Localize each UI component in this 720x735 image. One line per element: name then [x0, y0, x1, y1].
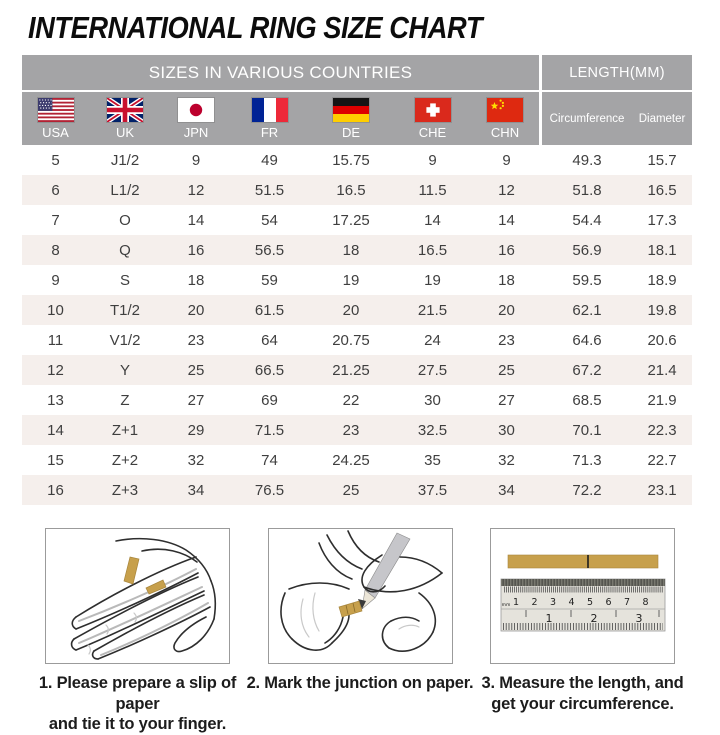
- svg-text:7: 7: [623, 597, 631, 608]
- flag-japan-icon: [178, 98, 214, 122]
- table-cell: 64.6: [572, 331, 602, 349]
- table-cell: 16: [187, 241, 205, 259]
- svg-text:1: 1: [545, 612, 553, 625]
- table-cell: 20.75: [332, 331, 370, 349]
- table-cell: 18: [342, 241, 360, 259]
- table-cell: 27.5: [417, 361, 448, 379]
- column-label-usa: USA: [42, 124, 69, 140]
- table-cell: 7: [51, 211, 60, 229]
- page-title: INTERNATIONAL RING SIZE CHART: [28, 10, 483, 45]
- mark-junction-icon: [269, 529, 452, 663]
- table-cell: 21.9: [647, 391, 677, 409]
- flag-china-icon: [487, 98, 523, 122]
- table-cell: 17.25: [332, 211, 370, 229]
- table-cell: 15.75: [332, 151, 370, 169]
- table-row: [22, 385, 692, 415]
- table-cell: 32: [498, 451, 515, 469]
- ring-size-table: [22, 55, 692, 505]
- table-cell: 21.5: [417, 301, 448, 319]
- table-cell: 10: [47, 301, 64, 319]
- instruction-caption-3: 3. Measure the length, and get your circumference.: [481, 674, 684, 713]
- column-header-circumference: Circumference: [542, 92, 632, 145]
- table-cell: 49: [261, 151, 278, 169]
- table-cell: 27: [187, 391, 205, 409]
- svg-text:4: 4: [568, 597, 575, 608]
- table-cell: L1/2: [110, 181, 140, 199]
- table-cell: V1/2: [109, 331, 141, 349]
- table-cell: 32: [187, 451, 205, 469]
- table-cell: 16.5: [647, 181, 677, 199]
- table-cell: 62.1: [572, 301, 602, 319]
- column-label-jpn: JPN: [183, 124, 209, 140]
- instruction-step-3: [481, 528, 684, 735]
- table-cell: 35: [424, 451, 441, 469]
- table-cell: 24.25: [332, 451, 370, 469]
- table-cell: 30: [424, 391, 441, 409]
- table-cell: 16: [47, 481, 64, 499]
- svg-text:2: 2: [590, 612, 598, 625]
- table-cell: 20: [342, 301, 360, 319]
- table-cell: 19.8: [647, 301, 677, 319]
- table-cell: 61.5: [254, 301, 285, 319]
- instruction-step-1: [38, 528, 237, 735]
- table-cell: 71.5: [254, 421, 285, 439]
- page: [0, 10, 720, 734]
- column-header-chn: [471, 92, 542, 145]
- table-row: [22, 355, 692, 385]
- column-label-che: CHE: [418, 124, 447, 140]
- table-row: [22, 295, 692, 325]
- table-cell: 66.5: [254, 361, 285, 379]
- table-cell: 8: [51, 241, 60, 259]
- table-cell: 23: [498, 331, 515, 349]
- table-cell: 20: [498, 301, 515, 319]
- ruler-measuring-icon: [491, 529, 674, 663]
- column-header-fr: [231, 92, 308, 145]
- svg-text:1: 1: [512, 597, 520, 608]
- table-cell: 37.5: [417, 481, 448, 499]
- header-sizes-in-various-countries: SIZES IN VARIOUS COUNTRIES: [22, 55, 542, 92]
- table-cell: J1/2: [110, 151, 140, 169]
- svg-text:6: 6: [605, 597, 612, 608]
- table-cell: 14: [498, 211, 515, 229]
- table-cell: 51.8: [572, 181, 602, 199]
- table-cell: 20.6: [647, 331, 677, 349]
- table-cell: 74: [261, 451, 278, 469]
- table-cell: 25: [342, 481, 360, 499]
- table-cell: 59.5: [572, 271, 602, 289]
- table-cell: Q: [119, 241, 131, 259]
- column-header-uk: [89, 92, 161, 145]
- table-cell: 14: [47, 421, 64, 439]
- table-cell: 29: [187, 421, 205, 439]
- column-header-jpn: [161, 92, 231, 145]
- svg-text:2: 2: [531, 597, 538, 608]
- mark-junction-illustration: [268, 528, 453, 664]
- table-cell: 12: [187, 181, 205, 199]
- table-cell: 11: [47, 331, 64, 349]
- table-cell: T1/2: [109, 301, 140, 319]
- table-cell: 25: [498, 361, 515, 379]
- table-cell: 72.2: [572, 481, 602, 499]
- table-cell: Z+3: [111, 481, 139, 499]
- table-row: [22, 475, 692, 505]
- table-cell: 27: [498, 391, 515, 409]
- flag-usa-icon: [38, 98, 74, 122]
- table-cell: 34: [498, 481, 515, 499]
- table-cell: 15: [47, 451, 64, 469]
- table-cell: 9: [502, 151, 511, 169]
- table-cell: 14: [424, 211, 441, 229]
- column-label-uk: UK: [115, 124, 135, 140]
- table-cell: O: [119, 211, 131, 229]
- ruler-measuring-illustration: [490, 528, 675, 664]
- table-cell: 22.3: [647, 421, 677, 439]
- table-row: [22, 325, 692, 355]
- table-row: [22, 175, 692, 205]
- table-cell: 19: [342, 271, 360, 289]
- table-cell: 18: [187, 271, 205, 289]
- table-cell: 25: [187, 361, 205, 379]
- table-cell: 22: [342, 391, 360, 409]
- table-cell: 12: [498, 181, 515, 199]
- table-cell: 6: [51, 181, 60, 199]
- flag-france-icon: [252, 98, 288, 122]
- table-cell: 54.4: [572, 211, 602, 229]
- hand-with-paper-strip-icon: [46, 529, 229, 663]
- table-cell: 13: [47, 391, 64, 409]
- table-cell: 51.5: [254, 181, 285, 199]
- instruction-caption-2: 2. Mark the junction on paper.: [246, 674, 474, 692]
- instruction-step-2: [246, 528, 474, 735]
- table-cell: 16: [498, 241, 515, 259]
- table-cell: 16.5: [336, 181, 366, 199]
- table-cell: 15.7: [647, 151, 677, 169]
- table-cell: 59: [261, 271, 278, 289]
- svg-text:8: 8: [642, 597, 649, 608]
- hand-with-paper-strip-illustration: [45, 528, 230, 664]
- svg-text:mm: mm: [501, 603, 511, 608]
- header-length-mm: LENGTH(MM): [542, 55, 692, 92]
- table-cell: 56.9: [572, 241, 602, 259]
- svg-text:3: 3: [549, 597, 557, 608]
- table-cell: 23.1: [647, 481, 677, 499]
- table-cell: 5: [51, 151, 60, 169]
- table-cell: Y: [119, 361, 130, 379]
- table-cell: 23: [342, 421, 360, 439]
- table-cell: 21.25: [332, 361, 370, 379]
- table-cell: 67.2: [572, 361, 602, 379]
- table-cell: 49.3: [572, 151, 602, 169]
- table-cell: 54: [261, 211, 278, 229]
- table-row: [22, 445, 692, 475]
- table-cell: 18.9: [647, 271, 677, 289]
- table-cell: 16.5: [417, 241, 448, 259]
- table-cell: 30: [498, 421, 515, 439]
- table-cell: 11.5: [418, 181, 447, 199]
- table-cell: 34: [187, 481, 205, 499]
- table-cell: Z+2: [111, 451, 139, 469]
- column-label-de: DE: [341, 124, 361, 140]
- column-label-fr: FR: [260, 124, 279, 140]
- table-cell: 70.1: [572, 421, 602, 439]
- column-header-che: [394, 92, 471, 145]
- table-row: [22, 205, 692, 235]
- table-cell: 23: [187, 331, 205, 349]
- table-cell: Z: [120, 391, 130, 409]
- instruction-caption-1: 1. Please prepare a slip of paper and tie it to your finger.: [38, 674, 237, 734]
- svg-text:3: 3: [635, 612, 643, 625]
- measuring-instructions: [0, 528, 720, 735]
- table-cell: 19: [424, 271, 441, 289]
- table-cell: 22.7: [647, 451, 677, 469]
- table-cell: 64: [261, 331, 278, 349]
- ring-size-table-body: [22, 145, 692, 505]
- group-header-row: [22, 55, 692, 92]
- table-row: [22, 415, 692, 445]
- table-cell: 9: [428, 151, 437, 169]
- flag-switzerland-icon: [415, 98, 451, 122]
- table-row: [22, 235, 692, 265]
- table-cell: 24: [424, 331, 441, 349]
- table-cell: 76.5: [254, 481, 285, 499]
- column-label-chn: CHN: [490, 124, 520, 140]
- svg-text:5: 5: [586, 597, 594, 608]
- table-cell: 14: [187, 211, 205, 229]
- table-cell: S: [119, 271, 130, 289]
- table-cell: 12: [47, 361, 64, 379]
- table-cell: 56.5: [254, 241, 285, 259]
- column-header-usa: [22, 92, 89, 145]
- table-cell: 9: [191, 151, 201, 169]
- table-cell: 71.3: [572, 451, 602, 469]
- column-header-de: [308, 92, 394, 145]
- table-cell: 32.5: [417, 421, 448, 439]
- table-row: [22, 145, 692, 175]
- table-cell: 69: [261, 391, 278, 409]
- flag-uk-icon: [107, 98, 143, 122]
- table-cell: 17.3: [647, 211, 677, 229]
- column-header-diameter: Diameter: [632, 92, 692, 145]
- table-row: [22, 265, 692, 295]
- table-cell: 20: [187, 301, 205, 319]
- table-cell: 18.1: [647, 241, 677, 259]
- table-cell: 9: [51, 271, 60, 289]
- flag-germany-icon: [333, 98, 369, 122]
- country-header-row: [22, 92, 692, 145]
- table-cell: 18: [498, 271, 515, 289]
- table-cell: 68.5: [572, 391, 602, 409]
- table-cell: 21.4: [647, 361, 677, 379]
- table-cell: Z+1: [111, 421, 139, 439]
